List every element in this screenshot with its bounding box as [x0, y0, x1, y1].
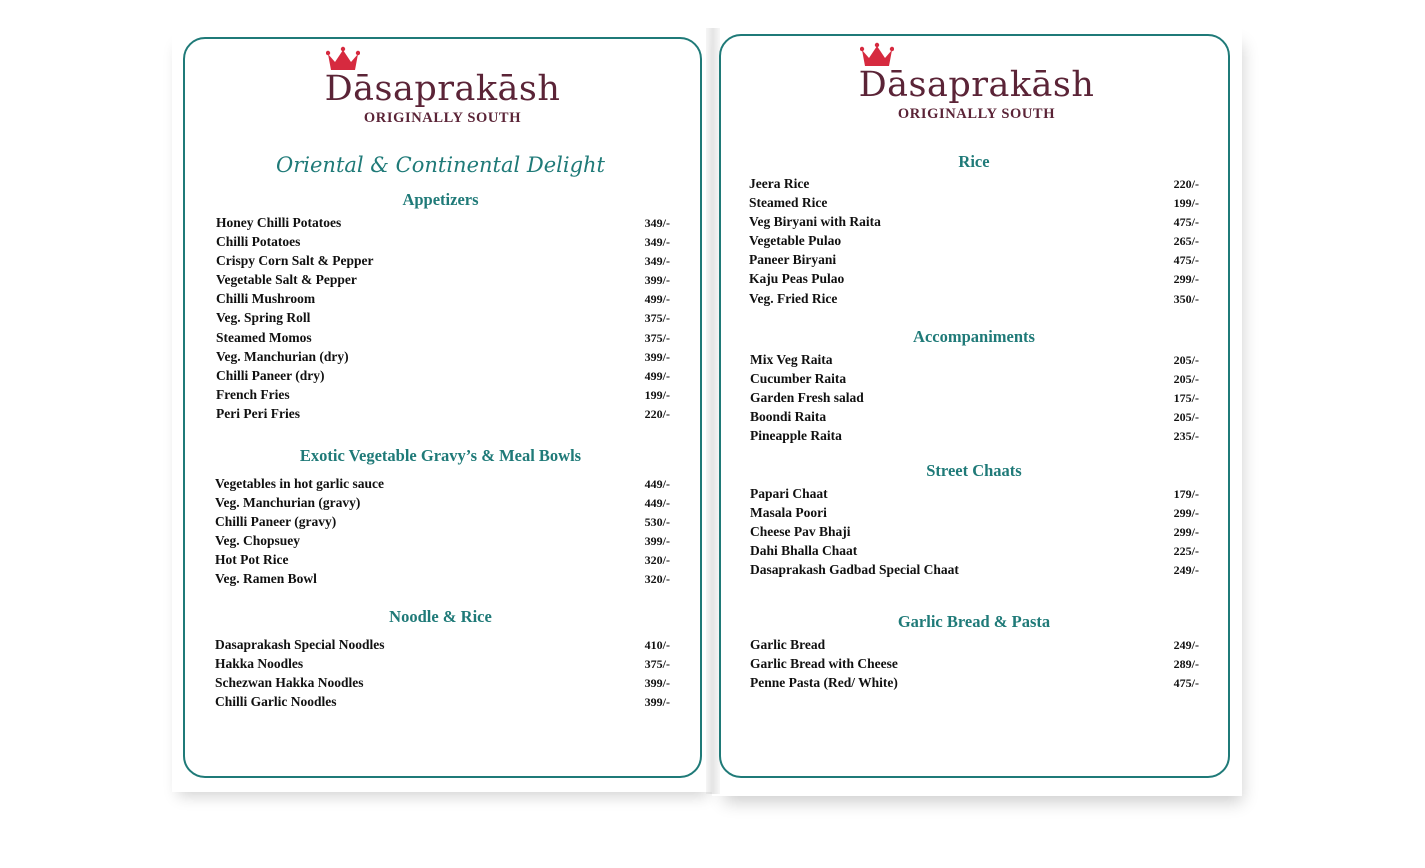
- menu-item-name: Garlic Bread: [750, 637, 826, 652]
- menu-item-price: 220/-: [1173, 177, 1199, 191]
- menu-item-name: Dasaprakash Gadbad Special Chaat: [750, 562, 959, 578]
- menu-item-price: 499/-: [644, 368, 670, 383]
- menu-item-name: Veg. Manchurian (gravy): [215, 495, 361, 511]
- brand-name: Dāsaprakāsh: [858, 65, 1095, 105]
- menu-list: [749, 174, 1199, 308]
- menu-item: [749, 231, 1199, 250]
- menu-item-price: 265/-: [1173, 234, 1199, 249]
- menu-item-name: Boondi Raita: [750, 409, 827, 425]
- menu-item-price: 320/-: [644, 572, 670, 587]
- menu-item-price: 350/-: [1173, 291, 1199, 306]
- menu-item-price: 289/-: [1173, 657, 1199, 672]
- menu-item: [750, 673, 1199, 692]
- section-heading: Accompaniments: [913, 327, 1035, 346]
- menu-item-price: 179/-: [1173, 487, 1199, 501]
- menu-item-price: 375/-: [644, 657, 670, 672]
- menu-list: [750, 635, 1199, 692]
- menu-item-price: 349/-: [644, 254, 670, 269]
- menu-item-price: 225/-: [1173, 544, 1199, 559]
- menu-title: Oriental & Continental Delight: [276, 153, 605, 177]
- menu-item: [216, 213, 670, 232]
- menu-list: [215, 474, 670, 589]
- menu-item-name: Mix Veg Raita: [750, 352, 833, 367]
- menu-item-price: 410/-: [644, 638, 670, 652]
- menu-item: [215, 673, 670, 692]
- menu-item-price: 299/-: [1173, 525, 1199, 540]
- menu-item: [215, 531, 670, 550]
- brand-tagline: ORIGINALLY SOUTH: [363, 110, 522, 126]
- brand-tagline: ORIGINALLY SOUTH: [897, 106, 1056, 122]
- menu-item-price: 375/-: [644, 311, 670, 326]
- menu-item-name: Kaju Peas Pulao: [749, 271, 845, 287]
- menu-item-name: Honey Chilli Potatoes: [216, 215, 342, 230]
- menu-item-name: Veg. Spring Roll: [216, 310, 311, 326]
- menu-item-price: 299/-: [1173, 506, 1199, 521]
- menu-item-price: 530/-: [644, 515, 670, 530]
- menu-item: [750, 426, 1199, 445]
- menu-item: [749, 269, 1199, 288]
- menu-item-name: Veg. Ramen Bowl: [215, 571, 317, 587]
- menu-item-price: 475/-: [1173, 676, 1199, 691]
- menu-item-name: Papari Chaat: [750, 486, 828, 501]
- menu-item-name: Masala Poori: [750, 505, 827, 521]
- menu-item-price: 449/-: [644, 477, 670, 491]
- menu-item-name: Hot Pot Rice: [215, 552, 289, 568]
- menu-item-price: 175/-: [1173, 391, 1199, 406]
- menu-item-price: 205/-: [1173, 353, 1199, 367]
- book-gutter: [706, 28, 720, 794]
- menu-item-name: Garlic Bread with Cheese: [750, 656, 898, 672]
- menu-item-price: 199/-: [1173, 196, 1199, 211]
- menu-item-price: 399/-: [644, 676, 670, 691]
- menu-item-name: Vegetable Pulao: [749, 233, 842, 249]
- menu-item-price: 220/-: [644, 406, 670, 421]
- menu-item-name: Chilli Potatoes: [216, 234, 301, 250]
- menu-item: [215, 493, 670, 512]
- menu-item: [750, 388, 1199, 407]
- left-brand-logo: [320, 46, 565, 127]
- menu-item: [750, 654, 1199, 673]
- menu-item: [750, 407, 1199, 426]
- menu-item-price: 449/-: [644, 496, 670, 511]
- menu-item: [216, 347, 670, 366]
- menu-item-name: Steamed Momos: [216, 329, 312, 345]
- menu-item-name: Chilli Garlic Noodles: [215, 694, 337, 710]
- menu-item-name: Paneer Biryani: [749, 252, 837, 268]
- menu-item-price: 399/-: [644, 349, 670, 364]
- menu-item: [215, 635, 670, 654]
- menu-item-price: 235/-: [1173, 429, 1199, 444]
- menu-item-price: 475/-: [1173, 253, 1199, 268]
- section-heading: Exotic Vegetable Gravy’s & Meal Bowls: [299, 446, 582, 465]
- menu-item: [215, 550, 670, 569]
- menu-item-name: Veg Biryani with Raita: [749, 214, 881, 230]
- menu-item: [750, 369, 1199, 388]
- menu-item: [216, 385, 670, 404]
- menu-item-price: 375/-: [644, 330, 670, 345]
- section-heading: Rice: [958, 152, 990, 171]
- menu-item-price: 349/-: [644, 235, 670, 250]
- section-heading: Street Chaats: [926, 461, 1022, 480]
- menu-item-name: Cucumber Raita: [750, 371, 847, 387]
- menu-item-price: 399/-: [644, 273, 670, 288]
- menu-item-price: 499/-: [644, 292, 670, 307]
- menu-item-name: Dahi Bhalla Chaat: [750, 543, 858, 559]
- menu-item-price: 199/-: [644, 387, 670, 402]
- section-heading: Garlic Bread & Pasta: [897, 612, 1051, 631]
- menu-item: [750, 503, 1199, 522]
- menu-item-price: 205/-: [1173, 372, 1199, 387]
- menu-item: [216, 308, 670, 327]
- menu-item: [750, 484, 1199, 503]
- menu-item-name: Cheese Pav Bhaji: [750, 524, 851, 540]
- menu-item-name: Pineapple Raita: [750, 428, 842, 444]
- menu-item-name: Veg. Chopsuey: [215, 533, 301, 549]
- menu-item-name: Jeera Rice: [749, 176, 810, 191]
- menu-item-price: 249/-: [1173, 563, 1199, 578]
- menu-item: [750, 522, 1199, 541]
- menu-item-name: Chilli Mushroom: [216, 291, 316, 307]
- menu-item: [750, 635, 1199, 654]
- menu-item-price: 205/-: [1173, 410, 1199, 425]
- menu-item-price: 475/-: [1173, 215, 1199, 230]
- menu-item: [216, 366, 670, 385]
- menu-item-name: Dasaprakash Special Noodles: [215, 637, 385, 652]
- menu-item: [750, 350, 1199, 369]
- menu-list: [750, 350, 1199, 445]
- menu-item: [215, 512, 670, 531]
- menu-item-name: Vegetable Salt & Pepper: [216, 272, 357, 288]
- menu-item-price: 320/-: [644, 553, 670, 568]
- menu-item-name: Veg. Manchurian (dry): [216, 348, 349, 364]
- menu-item: [749, 193, 1199, 212]
- menu-item-price: 349/-: [644, 216, 670, 230]
- menu-item: [216, 232, 670, 251]
- menu-item: [216, 404, 670, 423]
- menu-item: [216, 251, 670, 270]
- menu-list: [750, 484, 1199, 579]
- menu-item-price: 399/-: [644, 534, 670, 549]
- menu-item-name: Vegetables in hot garlic sauce: [215, 476, 384, 491]
- menu-item: [750, 560, 1199, 579]
- menu-item: [749, 174, 1199, 193]
- menu-item-name: Garden Fresh salad: [750, 390, 864, 406]
- menu-item-name: Steamed Rice: [749, 195, 828, 211]
- menu-item-name: Chilli Paneer (gravy): [215, 514, 337, 530]
- menu-item-name: Veg. Fried Rice: [749, 290, 838, 306]
- menu-item-name: Chilli Paneer (dry): [216, 367, 325, 383]
- menu-item: [216, 270, 670, 289]
- menu-item-price: 249/-: [1173, 638, 1199, 652]
- menu-item: [215, 474, 670, 493]
- menu-item: [216, 328, 670, 347]
- menu-item-name: Penne Pasta (Red/ White): [750, 675, 898, 691]
- menu-item: [215, 569, 670, 588]
- menu-item: [216, 289, 670, 308]
- menu-item-name: Hakka Noodles: [215, 656, 304, 672]
- menu-item: [749, 212, 1199, 231]
- menu-item: [749, 289, 1199, 308]
- menu-item: [215, 654, 670, 673]
- right-brand-logo: [854, 42, 1099, 123]
- menu-item: [750, 541, 1199, 560]
- menu-item: [749, 250, 1199, 269]
- menu-item-price: 399/-: [644, 695, 670, 710]
- menu-item-name: French Fries: [216, 386, 290, 402]
- menu-item-price: 299/-: [1173, 272, 1199, 287]
- menu-list: [215, 635, 670, 711]
- menu-item-name: Crispy Corn Salt & Pepper: [216, 253, 374, 269]
- menu-list: [216, 213, 670, 423]
- brand-name: Dāsaprakāsh: [324, 69, 561, 109]
- menu-item-name: Peri Peri Fries: [216, 405, 300, 421]
- section-heading: Appetizers: [402, 190, 479, 209]
- menu-item: [215, 692, 670, 711]
- section-heading: Noodle & Rice: [389, 607, 492, 626]
- menu-item-name: Schezwan Hakka Noodles: [215, 675, 364, 691]
